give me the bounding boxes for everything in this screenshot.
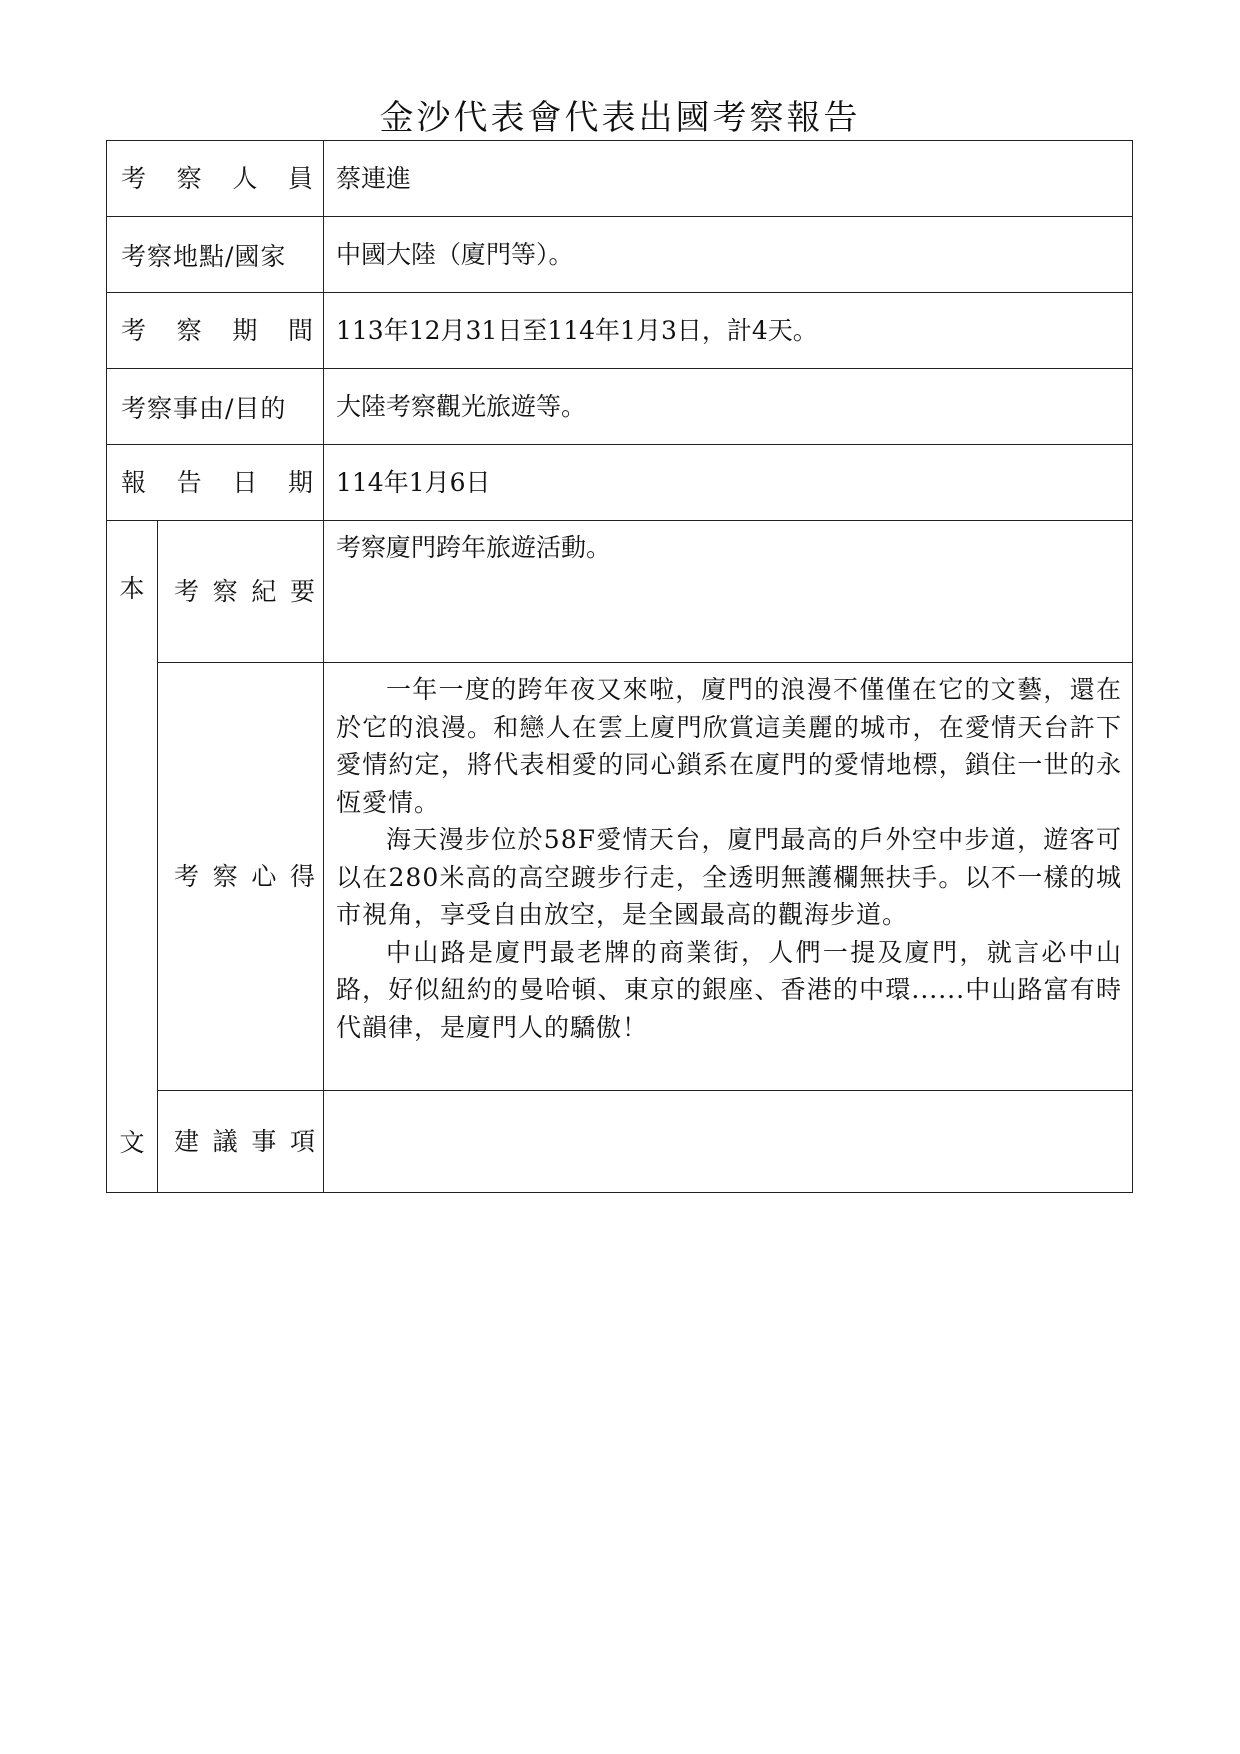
insight-paragraph: 中山路是廈門最老牌的商業街，人們一提及廈門，就言必中山路，好似紐約的曼哈頓、東京的銀座、香港的中環......中山路富有時代韻律，是廈門人的驕傲！ [336, 937, 1122, 1042]
summary-label-char: 紀 [251, 576, 277, 606]
inspector-label [107, 141, 324, 217]
suggestions-label-char: 事 [251, 1126, 277, 1156]
body-side-label-bottom: 文 [119, 1128, 145, 1157]
insight-paragraph: 一年一度的跨年夜又來啦，廈門的浪漫不僅僅在它的文藝，還在於它的浪漫。和戀人在雲上廈門欣賞這美麗的城市，在愛情天台許下愛情約定，將代表相愛的同心鎖系在廈門的愛情地標，鎖住一世的永恆愛情。 [336, 675, 1122, 817]
purpose-label [107, 369, 324, 445]
report-date-label-char: 報 [121, 467, 147, 497]
location-label [107, 217, 324, 293]
period-row [107, 293, 1133, 369]
inspector-label-char: 考 [121, 163, 147, 193]
insight-label-char: 考 [174, 861, 200, 891]
purpose-value: 大陸考察觀光旅遊等。 [324, 369, 1133, 445]
insight-paragraph: 海天漫步位於58F愛情天台，廈門最高的戶外空中步道，遊客可以在280米高的高空踱步行走，全透明無護欄無扶手。以不一樣的城市視角，享受自由放空，是全國最高的觀海步道。 [336, 825, 1122, 929]
summary-value: 考察廈門跨年旅遊活動。 [324, 521, 1133, 663]
report-date-row [107, 445, 1133, 521]
report-date-label-char: 期 [287, 467, 313, 497]
report-date-label-char: 告 [176, 467, 202, 497]
suggestions-label-char: 項 [289, 1126, 315, 1156]
page-title: 金沙代表會代表出國考察報告 [379, 98, 861, 138]
period-value: 113年12月31日至114年1月3日，計4天。 [324, 293, 1133, 369]
insight-row [107, 663, 1133, 1091]
location-row [107, 217, 1133, 293]
summary-label-char: 察 [212, 576, 238, 606]
report-date-label-char: 日 [232, 467, 258, 497]
summary-label-char: 考 [174, 576, 200, 606]
period-label [107, 293, 324, 369]
location-value: 中國大陸（廈門等）。 [324, 217, 1133, 293]
summary-label [158, 521, 324, 663]
purpose-row [107, 369, 1133, 445]
suggestions-label [158, 1091, 324, 1193]
inspector-row [107, 141, 1133, 217]
inspector-label-char: 察 [176, 163, 202, 193]
period-label-char: 間 [287, 315, 313, 345]
report-table [106, 140, 1133, 1193]
period-label-char: 考 [121, 315, 147, 345]
suggestions-label-char: 議 [212, 1126, 238, 1156]
inspector-label-char: 員 [287, 163, 313, 193]
insight-value [324, 663, 1133, 1091]
insight-label-char: 心 [251, 861, 277, 891]
body-side-label [107, 521, 158, 1193]
location-label-text: 考察地點/國家 [121, 241, 287, 271]
suggestions-row [107, 1091, 1133, 1193]
insight-label-char: 察 [212, 861, 238, 891]
inspector-label-char: 人 [232, 163, 258, 193]
inspector-value: 蔡連進 [324, 141, 1133, 217]
report-date-label [107, 445, 324, 521]
suggestions-value [324, 1091, 1133, 1193]
insight-label-char: 得 [289, 861, 315, 891]
suggestions-label-char: 建 [174, 1126, 200, 1156]
summary-label-char: 要 [289, 576, 315, 606]
summary-row [107, 521, 1133, 663]
report-date-value: 114年1月6日 [324, 445, 1133, 521]
period-label-char: 期 [232, 315, 258, 345]
insight-label [158, 663, 324, 1091]
period-label-char: 察 [176, 315, 202, 345]
body-side-label-top: 本 [119, 574, 145, 603]
purpose-label-text: 考察事由/目的 [121, 393, 287, 423]
